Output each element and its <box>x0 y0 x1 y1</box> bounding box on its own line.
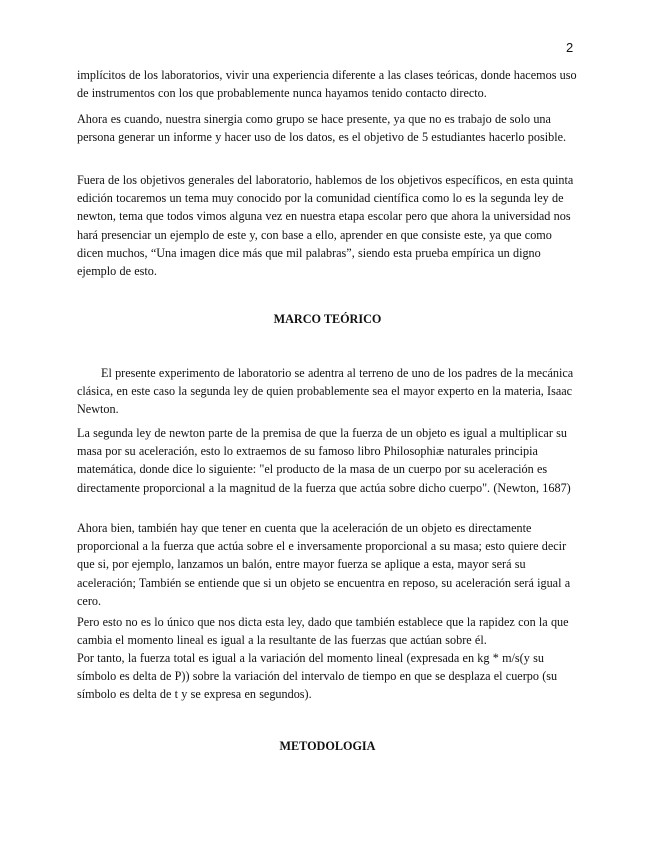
paragraph-marco-2: La segunda ley de newton parte de la premisa de que la fuerza de un objeto es igual a multiplicar su masa por su aceleración, esto lo extraemos de su famoso libro Philosophiæ naturales principia matemática, donde dice lo siguiente: "el producto de la masa de un cuerpo por su aceleración es directamente proporcional a la magnitud de la fuerza que actúa sobre dicho cuerpo". (Newton, 1687) <box>77 426 571 495</box>
paragraph-intro-1: implícitos de los laboratorios, vivir una experiencia diferente a las clases teóricas, donde hacemos uso de instrumentos con los que probablemente nunca hayamos tenido contacto directo. <box>77 68 577 101</box>
paragraph-intro-2: Ahora es cuando, nuestra sinergia como grupo se hace presente, ya que no es trabajo de solo una persona generar un informe y hacer uso de los datos, es el objetivo de 5 estudiantes hacerlo posible. <box>77 112 567 145</box>
paragraph-marco-5: Por tanto, la fuerza total es igual a la variación del momento lineal (expresada en kg * m/s(y su símbolo es delta de P)) sobre la variación del intervalo de tiempo en que se desplaza el cuerpo (su símbolo es delta de t y se expresa en segundos). <box>77 651 558 702</box>
paragraph-marco-1: El presente experimento de laboratorio se adentra al terreno de uno de los padres de la mecánica clásica, en este caso la segunda ley de quien probablemente sea el mayor experto en la materia, Isaac Newton. <box>77 366 574 417</box>
heading-marco-teorico: MARCO TEÓRICO <box>273 312 382 326</box>
page-number: 2 <box>566 40 574 55</box>
heading-metodologia: METODOLOGIA <box>279 739 376 753</box>
paragraph-marco-4: Pero esto no es lo único que nos dicta esta ley, dado que también establece que la rapidez con la que cambia el momento lineal es igual a la resultante de las fuerzas que actúan sobre él. <box>77 615 569 648</box>
paragraph-intro-3: Fuera de los objetivos generales del laboratorio, hablemos de los objetivos específicos, en esta quinta edición tocaremos un tema muy conocido por la comunidad científica como lo es la segunda ley de newton, tema que todos vimos alguna vez en nuestra etapa escolar pero que ahora la universidad nos hará presenciar un ejemplo de este y, con base a ello, aprender en que consiste este, ya que como dicen muchos, “Una imagen dice más que mil palabras”, siendo esta prueba empírica un digno ejemplo de esto. <box>77 173 574 279</box>
paragraph-marco-3: Ahora bien, también hay que tener en cuenta que la aceleración de un objeto es directamente proporcional a la fuerza que actúa sobre el e inversamente proporcional a su masa; esto quiere decir que si, por ejemplo, lanzamos un balón, entre mayor fuerza se aplique a esta, mayor será su aceleración; También se entiende que si un objeto se encuentra en reposo, su aceleración será igual a cero. <box>77 521 571 608</box>
